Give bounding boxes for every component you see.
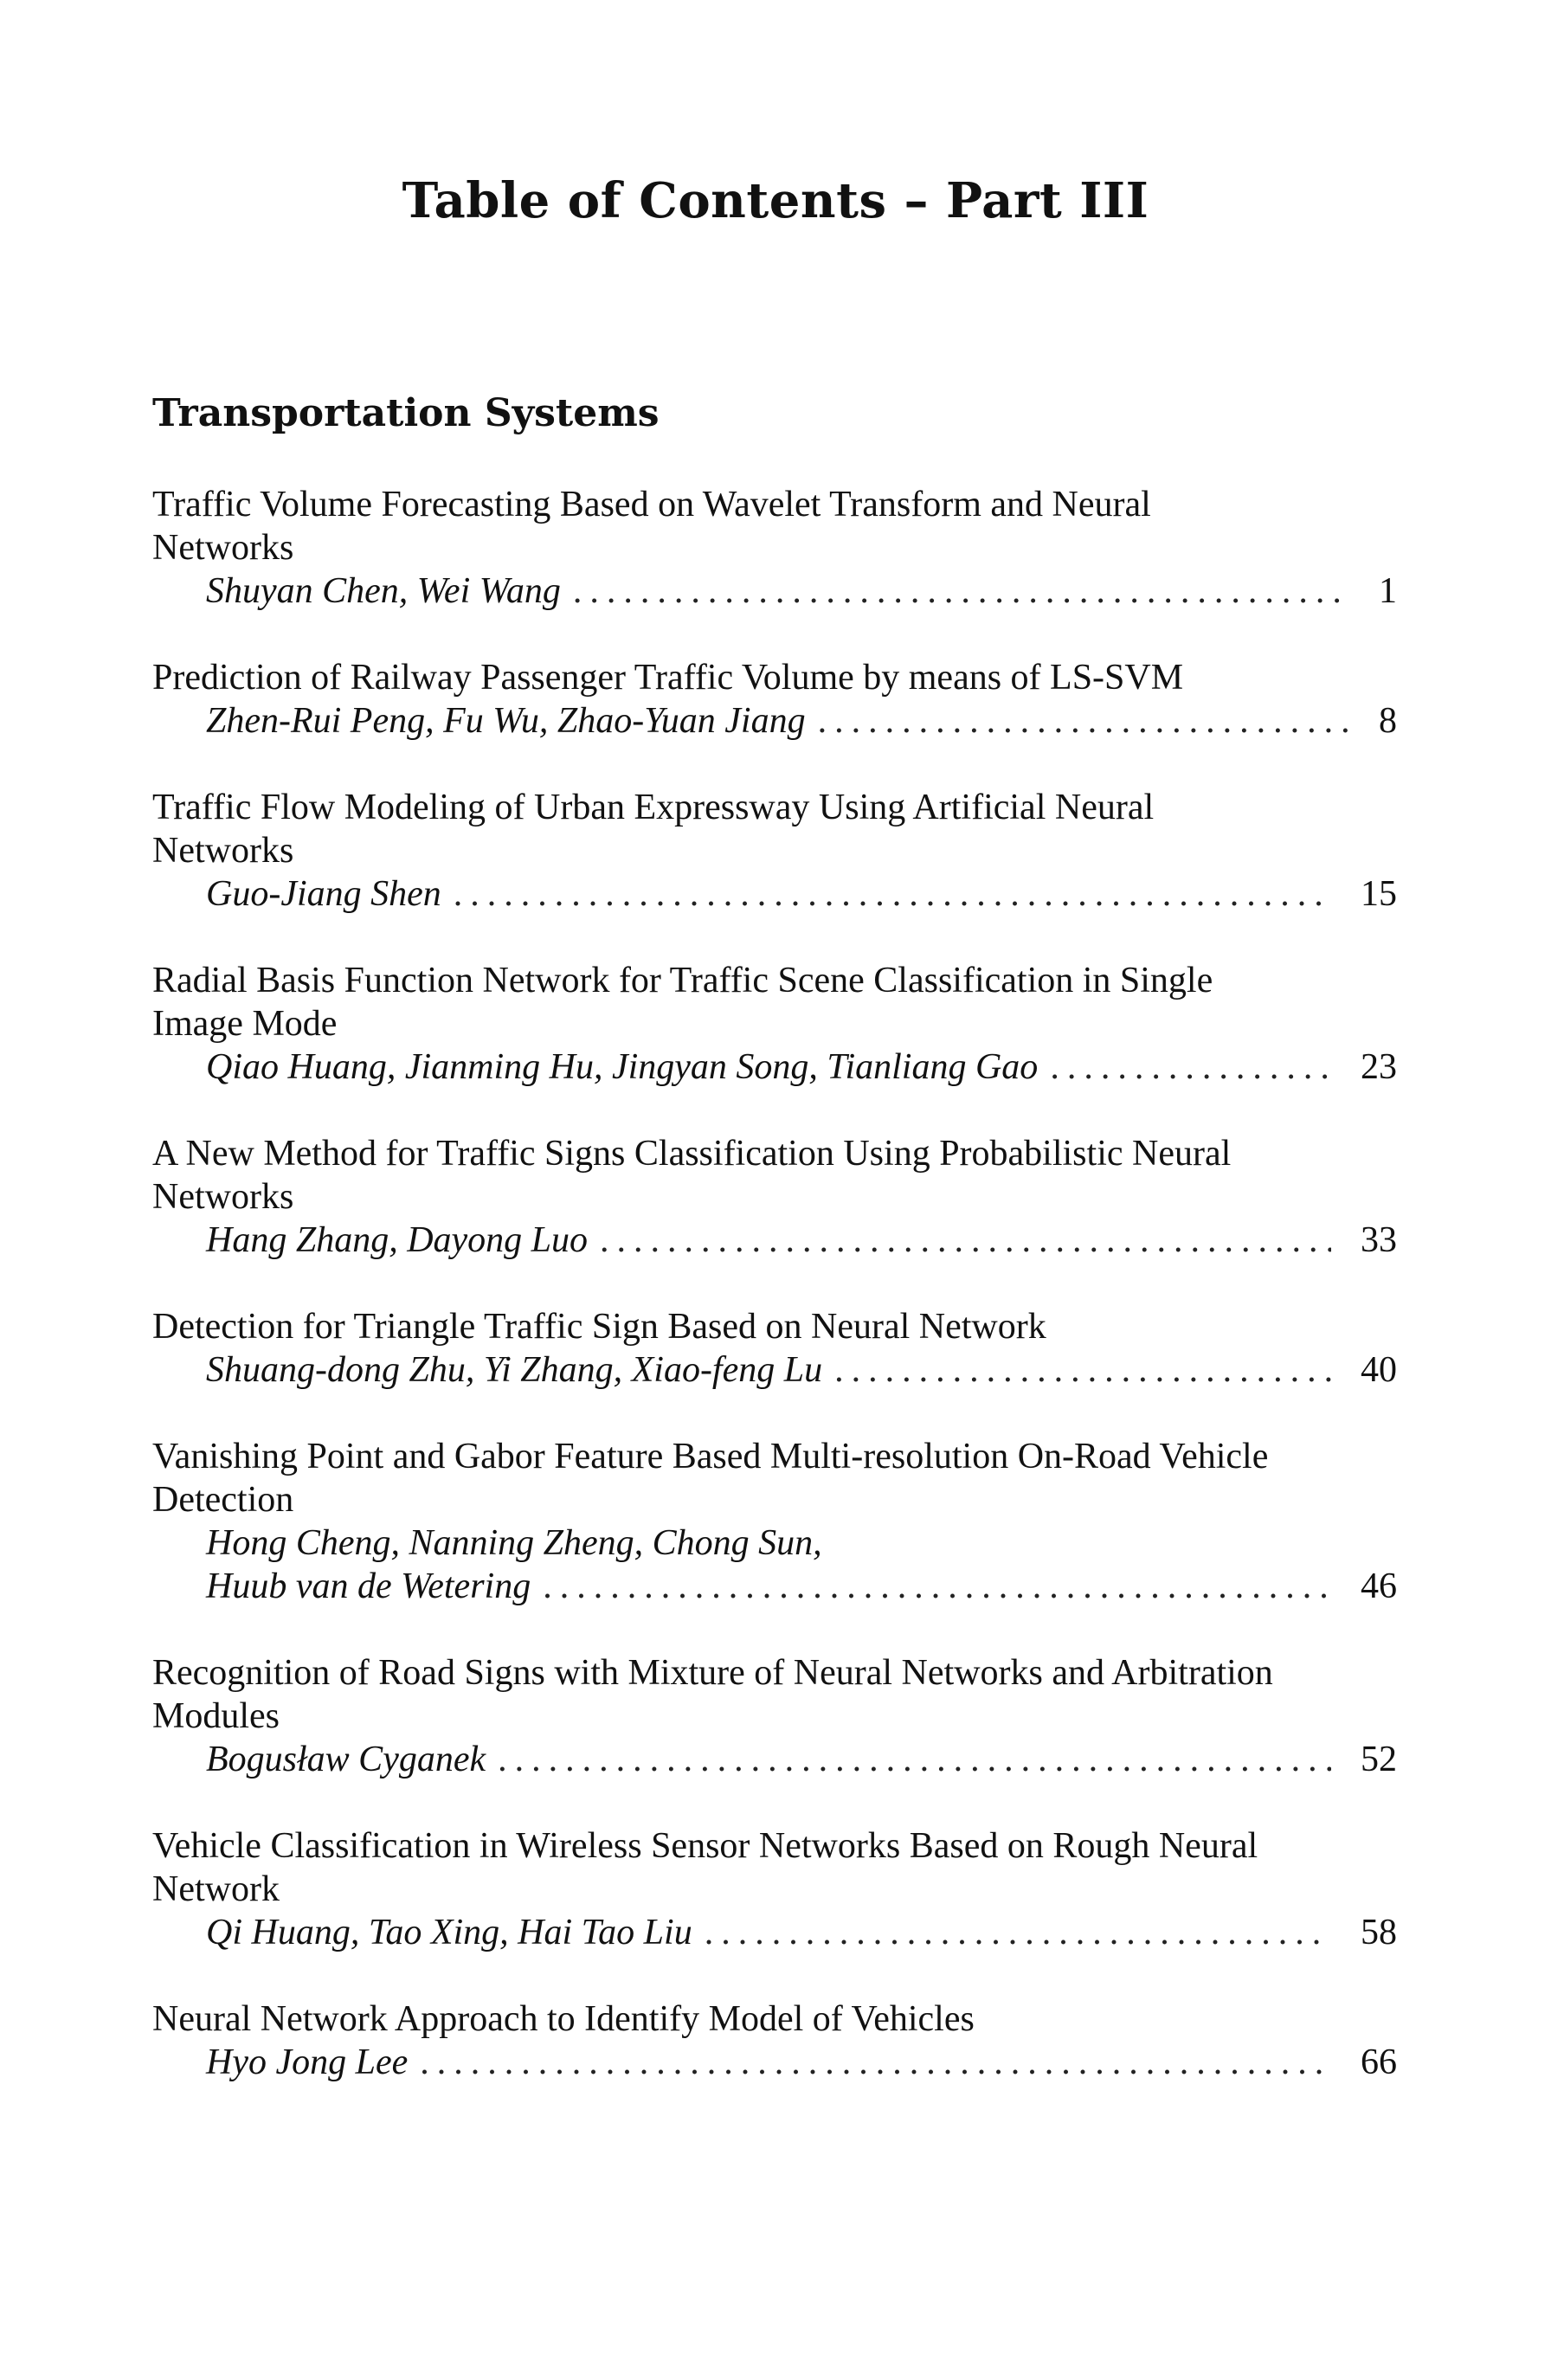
entry-title: Vanishing Point and Gabor Feature Based Multi-resolution On-Road Vehicle Detection <box>152 1437 1269 1520</box>
toc-entry <box>152 959 1397 1089</box>
dot-leader <box>573 569 1349 613</box>
toc-entry <box>152 786 1397 916</box>
entry-page-number: 33 <box>1361 1220 1397 1260</box>
entry-page-number: 40 <box>1361 1350 1397 1390</box>
entry-authors: Shuang-dong Zhu, Yi Zhang, Xiao-feng Lu <box>206 1350 823 1390</box>
toc-entry <box>152 1997 1397 2084</box>
entry-authors: Zhen-Rui Peng, Fu Wu, Zhao-Yuan Jiang <box>206 701 806 741</box>
toc-entry <box>152 1824 1397 1954</box>
entry-author-line <box>152 2041 1397 2084</box>
entry-authors: Hang Zhang, Dayong Luo <box>206 1220 589 1260</box>
toc-entry <box>152 1651 1397 1781</box>
entry-authors: Hyo Jong Lee <box>206 2042 409 2082</box>
entry-title: Neural Network Approach to Identify Model of Vehicles <box>152 1999 975 2039</box>
dot-leader <box>420 2041 1331 2084</box>
entry-author-line <box>152 699 1397 743</box>
entry-author-line <box>152 1565 1397 1608</box>
entry-title: Recognition of Road Signs with Mixture of Neural Networks and Arbitration Modules <box>152 1653 1273 1736</box>
entry-title: Traffic Volume Forecasting Based on Wavelet Transform and Neural Networks <box>152 485 1151 568</box>
entry-title: A New Method for Traffic Signs Classification Using Probabilistic Neural Networks <box>152 1134 1232 1217</box>
section-title: Transportation Systems <box>152 391 660 435</box>
entry-authors: Bogusław Cyganek <box>206 1740 486 1779</box>
entry-author-line <box>152 872 1397 916</box>
entry-title: Traffic Flow Modeling of Urban Expressway Using Artificial Neural Networks <box>152 788 1155 871</box>
toc-entry <box>152 1305 1397 1392</box>
entry-page-number: 15 <box>1361 874 1397 914</box>
entry-page-number: 52 <box>1361 1740 1397 1779</box>
entry-page-number: 23 <box>1361 1047 1397 1087</box>
dot-leader <box>1050 1045 1331 1089</box>
dot-leader <box>600 1219 1331 1262</box>
toc-list <box>152 483 1397 2127</box>
dot-leader <box>818 699 1349 743</box>
dot-leader <box>454 872 1331 916</box>
entry-page-number: 46 <box>1361 1566 1397 1606</box>
toc-entry <box>152 656 1397 743</box>
entry-authors: Guo-Jiang Shen <box>206 874 441 914</box>
entry-author-line <box>152 1348 1397 1392</box>
entry-title: Prediction of Railway Passenger Traffic Volume by means of LS-SVM <box>152 658 1184 698</box>
entry-author-line <box>152 1045 1397 1089</box>
entry-page-number: 58 <box>1361 1913 1397 1952</box>
entry-author-line <box>152 1738 1397 1781</box>
entry-author-line <box>152 569 1397 613</box>
toc-entry <box>152 1132 1397 1262</box>
entry-page-number: 8 <box>1379 701 1397 741</box>
entry-title: Vehicle Classification in Wireless Sensor Networks Based on Rough Neural Network <box>152 1826 1258 1909</box>
entry-authors: Huub van de Wetering <box>206 1566 531 1606</box>
entry-authors: Qiao Huang, Jianming Hu, Jingyan Song, Tianliang Gao <box>206 1047 1039 1087</box>
entry-author-line <box>152 1219 1397 1262</box>
entry-title: Radial Basis Function Network for Traffic Scene Classification in Single Image Mode <box>152 961 1213 1044</box>
page-title: Table of Contents – Part III <box>402 172 1149 229</box>
entry-author-line <box>152 1911 1397 1954</box>
entry-title: Detection for Triangle Traffic Sign Based on Neural Network <box>152 1307 1046 1347</box>
dot-leader <box>543 1565 1331 1608</box>
toc-entry <box>152 1435 1397 1608</box>
entry-page-number: 66 <box>1361 2042 1397 2082</box>
dot-leader <box>498 1738 1331 1781</box>
entry-authors: Shuyan Chen, Wei Wang <box>206 571 561 611</box>
entry-page-number: 1 <box>1379 571 1397 611</box>
entry-authors-first-line: Hong Cheng, Nanning Zheng, Chong Sun, <box>206 1523 822 1563</box>
toc-entry <box>152 483 1397 613</box>
dot-leader <box>834 1348 1331 1392</box>
entry-author-line <box>152 1521 1397 1565</box>
entry-authors: Qi Huang, Tao Xing, Hai Tao Liu <box>206 1913 692 1952</box>
dot-leader <box>705 1911 1331 1954</box>
